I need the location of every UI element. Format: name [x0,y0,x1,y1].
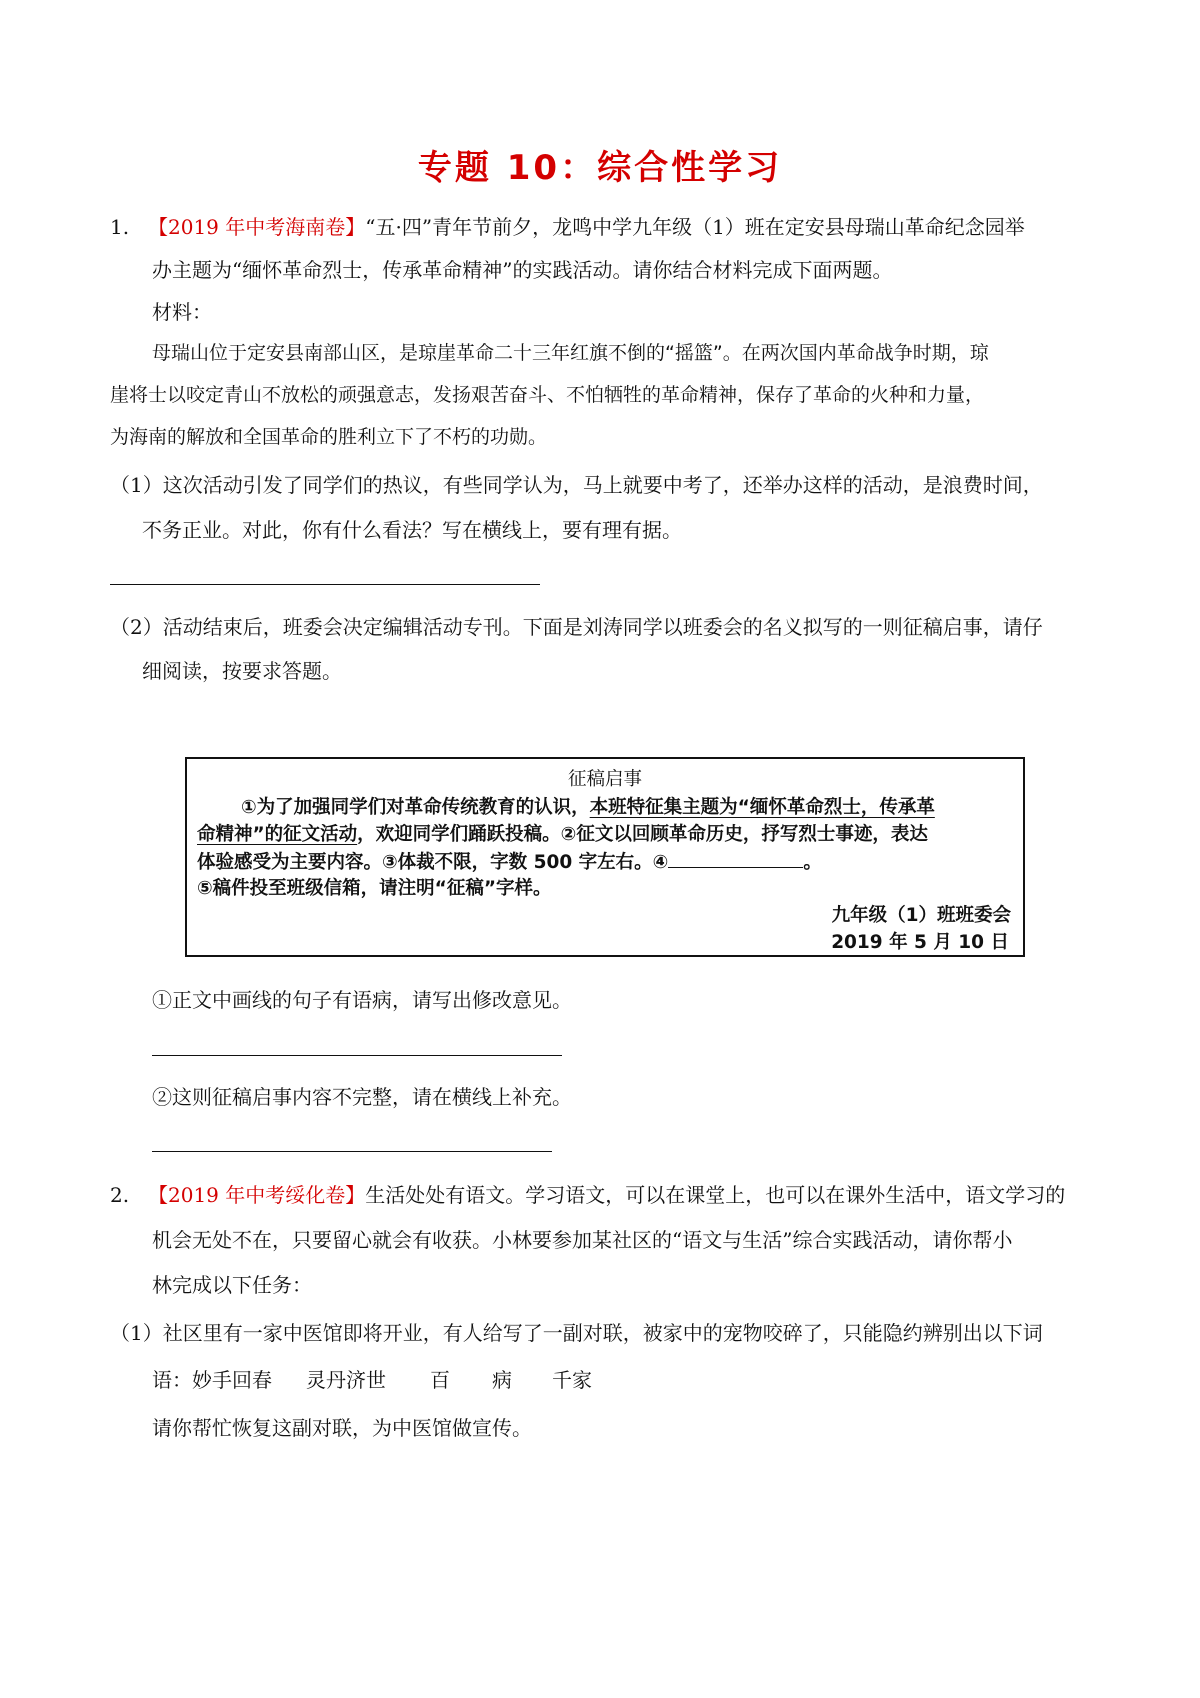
notice-underlined-sentence-end: 命精神”的征文活动 [197,824,358,845]
notice-date: 2019 年 5 月 10 日 [831,932,1009,953]
question-1-sub-1-line-2: 不务正业。对此，你有什么看法？写在横线上，要有理有据。 [142,518,682,542]
notice-line-2 [197,822,928,848]
word-3: 百 [430,1368,450,1392]
words-label: 语： [152,1368,192,1392]
question-2-sub-1-line-2 [152,1365,592,1395]
question-1-item-1: ①正文中画线的句子有语病，请写出修改意见。 [152,988,572,1012]
notice-line-4: ⑤稿件投至班级信箱，请注明“征稿”字样。 [197,878,552,899]
question-2-sub-1-line-1: （1）社区里有一家中医馆即将开业，有人给写了一副对联，被家中的宠物咬碎了，只能隐约辨别出以下词 [110,1321,1043,1345]
question-1-sub-1-line-1: （1）这次活动引发了同学们的热议，有些同学认为，马上就要中考了，还举办这样的活动，是浪费时间， [110,473,1043,497]
word-2: 灵丹济世 [306,1368,386,1392]
notice-heading: 征稿启事 [567,769,642,790]
question-1-item-2: ②这则征稿启事内容不完整，请在横线上补充。 [152,1085,572,1109]
answer-line-3[interactable] [152,1151,552,1152]
question-2-source: 【2019 年中考绥化卷】 [148,1183,366,1207]
notice-line-3-end: 。 [803,852,822,873]
notice-line-3 [197,849,822,876]
question-1-intro-line-2: 办主题为“缅怀革命烈士，传承革命精神”的实践活动。请你结合材料完成下面两题。 [152,258,893,282]
page-title: 专题 10：综合性学习 [417,148,783,188]
notice-line-1 [241,795,935,821]
notice-fill-in-blank[interactable] [668,849,803,868]
word-4: 病 [492,1368,512,1392]
question-2-intro-text: 生活处处有语文。学习语文，可以在课堂上，也可以在课外生活中，语文学习的 [365,1183,1066,1207]
material-line-2: 崖将士以咬定青山不放松的顽强意志，发扬艰苦奋斗、不怕牺牲的革命精神，保存了革命的火种和力量， [110,384,985,406]
question-1-source: 【2019 年中考海南卷】 [148,215,366,239]
material-line-3: 为海南的解放和全国革命的胜利立下了不朽的功勋。 [110,426,548,448]
question-2-intro-line-3: 林完成以下任务： [152,1273,312,1297]
question-2-sub-1-line-3: 请你帮忙恢复这副对联，为中医馆做宣传。 [152,1416,532,1440]
notice-line-1-start: ①为了加强同学们对革命传统教育的认识， [241,797,590,818]
question-1-sub-2-line-1: （2）活动结束后，班委会决定编辑活动专刊。下面是刘涛同学以班委会的名义拟写的一则征稿启事，请仔 [110,615,1043,639]
answer-line-1[interactable] [110,584,540,585]
question-2-intro-line-1 [110,1180,1065,1210]
call-for-papers-notice [185,757,1025,957]
question-1-intro-text: “五·四”青年节前夕，龙鸣中学九年级（1）班在定安县母瑞山革命纪念园举 [365,215,1025,239]
question-1-intro-line-1 [110,212,1025,242]
question-2-number: 2. [110,1183,130,1207]
question-1-number: 1. [110,215,130,239]
notice-signature: 九年级（1）班班委会 [831,905,1011,926]
notice-line-2-rest: ，欢迎同学们踊跃投稿。②征文以回顾革命历史，抒写烈士事迹，表达 [357,824,928,845]
notice-underlined-sentence-start: 本班特征集主题为“缅怀革命烈士，传承革 [589,797,935,818]
question-1-sub-2-line-2: 细阅读，按要求答题。 [142,659,342,683]
material-label: 材料： [152,300,212,324]
notice-line-3-text: 体验感受为主要内容。③体裁不限，字数 500 字左右。④ [197,852,669,873]
answer-line-2[interactable] [152,1055,562,1056]
word-1: 妙手回春 [192,1368,272,1392]
word-5: 千家 [552,1368,592,1392]
question-2-intro-line-2: 机会无处不在，只要留心就会有收获。小林要参加某社区的“语文与生活”综合实践活动，请你帮小 [152,1228,1013,1252]
material-line-1: 母瑞山位于定安县南部山区，是琼崖革命二十三年红旗不倒的“摇篮”。在两次国内革命战争时期，琼 [152,342,989,364]
